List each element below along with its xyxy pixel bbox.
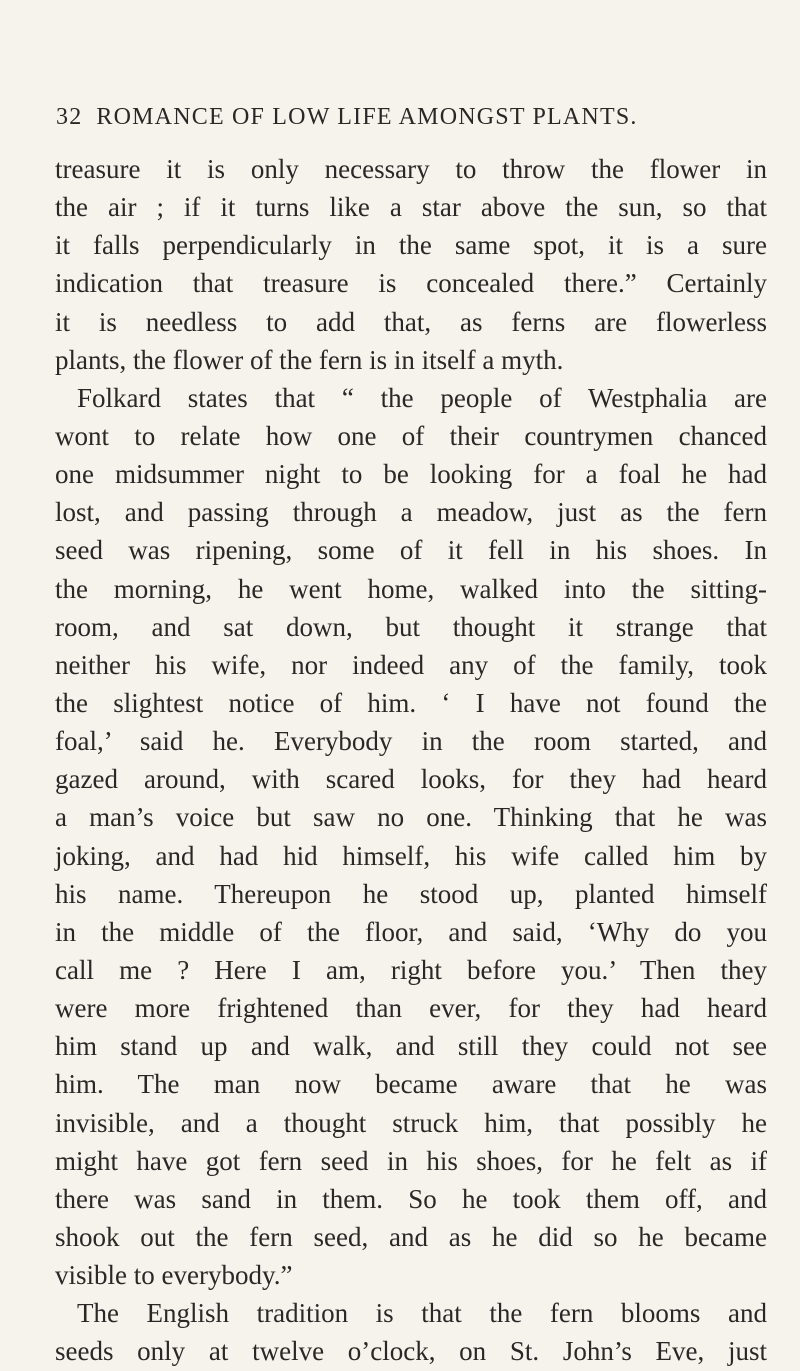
text-line: The English tradition is that the fern blooms and	[77, 1298, 767, 1329]
text-line: visible to everybody.”	[55, 1260, 293, 1291]
text-line: shook out the fern seed, and as he did so he became	[55, 1221, 767, 1252]
running-title: ROMANCE OF LOW LIFE AMONGST PLANTS.	[96, 104, 638, 130]
text-line: the air ; if it turns like a star above the sun, so that	[55, 192, 767, 223]
text-line: him stand up and walk, and still they could not see	[55, 1031, 767, 1062]
text-line: it is needless to add that, as ferns are flowerless	[55, 306, 767, 337]
text-line: his name. Thereupon he stood up, planted himself	[55, 878, 767, 909]
text-line: joking, and had hid himself, his wife called him by	[55, 840, 767, 871]
text-line: plants, the flower of the fern is in itself a myth.	[55, 344, 564, 375]
text-line: call me ? Here I am, right before you.’ Then they	[55, 954, 767, 985]
text-line: wont to relate how one of their countrymen chanced	[55, 420, 767, 451]
text-line: invisible, and a thought struck him, that possibly he	[55, 1107, 767, 1138]
text-line: indication that treasure is concealed there.” Certainly	[55, 268, 767, 299]
text-line: gazed around, with scared looks, for they had heard	[55, 764, 767, 795]
text-line: were more frightened than ever, for they had heard	[55, 993, 767, 1024]
text-line: might have got fern seed in his shoes, for he felt as if	[55, 1145, 767, 1176]
text-line: room, and sat down, but thought it strange that	[55, 611, 767, 642]
page-number: 32	[56, 104, 83, 130]
text-line: seeds only at twelve o’clock, on St. John’s Eve, just	[55, 1336, 767, 1367]
text-line: one midsummer night to be looking for a foal he had	[55, 459, 767, 490]
text-line: in the middle of the floor, and said, ‘Why do you	[55, 916, 767, 947]
text-line: lost, and passing through a meadow, just as the fern	[55, 497, 767, 528]
text-line: treasure it is only necessary to throw the flower in	[55, 154, 767, 184]
text-line: seed was ripening, some of it fell in his shoes. In	[55, 535, 767, 566]
text-line: a man’s voice but saw no one. Thinking that he was	[55, 802, 767, 833]
text-line: him. The man now became aware that he was	[55, 1069, 767, 1100]
body-text	[55, 150, 767, 1371]
text-line: the slightest notice of him. ‘ I have not found the	[55, 687, 767, 718]
text-line: it falls perpendicularly in the same spot, it is a sure	[55, 230, 767, 261]
running-header	[56, 104, 756, 131]
text-line: neither his wife, nor indeed any of the family, took	[55, 649, 767, 680]
text-line: there was sand in them. So he took them off, and	[55, 1183, 767, 1214]
text-line: Folkard states that “ the people of Westphalia are	[77, 382, 767, 413]
text-line: foal,’ said he. Everybody in the room started, and	[55, 726, 767, 757]
text-line: the morning, he went home, walked into the sitting-	[55, 573, 767, 604]
